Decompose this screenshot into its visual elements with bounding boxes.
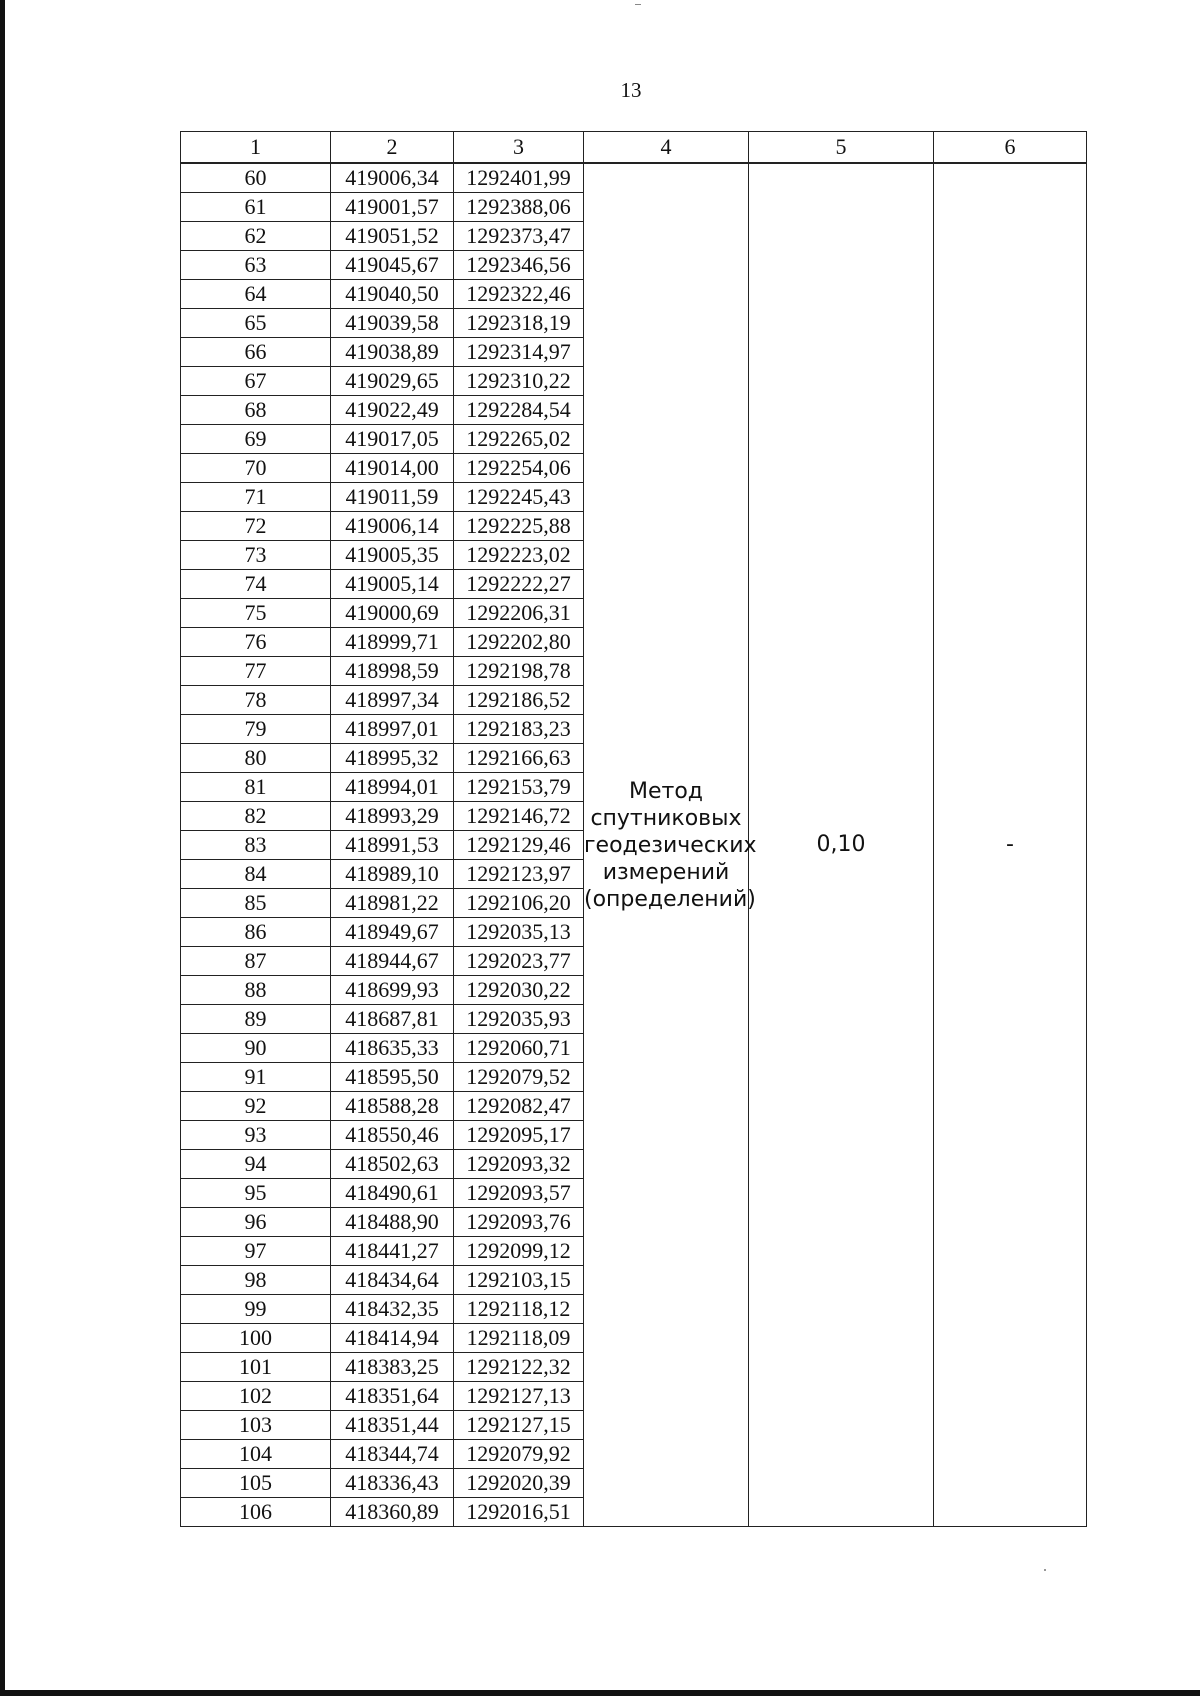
- coordinate-y: 1292401,99: [454, 163, 584, 193]
- coordinate-y: 1292127,13: [454, 1382, 584, 1411]
- point-number: 78: [181, 686, 331, 715]
- coordinate-x: 419011,59: [331, 483, 454, 512]
- header-col-5: 5: [749, 132, 934, 164]
- point-number: 82: [181, 802, 331, 831]
- accuracy-value: 0,10: [749, 163, 934, 1527]
- point-number: 70: [181, 454, 331, 483]
- point-number: 64: [181, 280, 331, 309]
- coordinate-x: 419017,05: [331, 425, 454, 454]
- coordinate-x: 418351,64: [331, 1382, 454, 1411]
- method-text-line: геодезических: [584, 832, 757, 858]
- point-number: 91: [181, 1063, 331, 1092]
- point-number: 79: [181, 715, 331, 744]
- coordinate-x: 418383,25: [331, 1353, 454, 1382]
- coordinate-y: 1292388,06: [454, 193, 584, 222]
- coordinate-y: 1292318,19: [454, 309, 584, 338]
- point-number: 93: [181, 1121, 331, 1150]
- point-number: 90: [181, 1034, 331, 1063]
- coordinate-x: 418595,50: [331, 1063, 454, 1092]
- point-number: 86: [181, 918, 331, 947]
- method-text-line: измерений: [602, 859, 730, 885]
- scan-border-left: [0, 0, 5, 1696]
- coordinate-x: 418550,46: [331, 1121, 454, 1150]
- page-number: 13: [620, 78, 642, 102]
- point-number: 61: [181, 193, 331, 222]
- point-number: 99: [181, 1295, 331, 1324]
- coordinate-x: 418588,28: [331, 1092, 454, 1121]
- scan-speck-top: [635, 4, 641, 5]
- coordinate-y: 1292129,46: [454, 831, 584, 860]
- point-number: 98: [181, 1266, 331, 1295]
- coordinate-y: 1292265,02: [454, 425, 584, 454]
- point-number: 63: [181, 251, 331, 280]
- header-col-6: 6: [934, 132, 1087, 164]
- point-number: 69: [181, 425, 331, 454]
- coordinates-table: [180, 131, 1087, 1527]
- point-number: 71: [181, 483, 331, 512]
- coordinate-x: 418434,64: [331, 1266, 454, 1295]
- coordinate-y: 1292223,02: [454, 541, 584, 570]
- coordinate-y: 1292103,15: [454, 1266, 584, 1295]
- coordinate-y: 1292222,27: [454, 570, 584, 599]
- coordinate-x: 418635,33: [331, 1034, 454, 1063]
- coordinate-y: 1292153,79: [454, 773, 584, 802]
- coordinate-y: 1292030,22: [454, 976, 584, 1005]
- method-cell: [584, 163, 757, 1527]
- coordinate-x: 418949,67: [331, 918, 454, 947]
- coordinate-x: 419005,35: [331, 541, 454, 570]
- coordinate-x: 418441,27: [331, 1237, 454, 1266]
- coordinate-x: 418344,74: [331, 1440, 454, 1469]
- point-number: 60: [181, 163, 331, 193]
- point-number: 104: [181, 1440, 331, 1469]
- point-number: 74: [181, 570, 331, 599]
- coordinate-x: 418995,32: [331, 744, 454, 773]
- coordinate-y: 1292166,63: [454, 744, 584, 773]
- coordinate-x: 418991,53: [331, 831, 454, 860]
- method-text-line: (определений): [584, 886, 756, 912]
- coordinate-x: 418488,90: [331, 1208, 454, 1237]
- coordinate-x: 419001,57: [331, 193, 454, 222]
- scan-border-bottom: [0, 1690, 1200, 1696]
- header-col-2: 2: [331, 132, 454, 164]
- method-text-line: Метод: [628, 778, 703, 804]
- point-number: 68: [181, 396, 331, 425]
- coordinate-x: 418997,34: [331, 686, 454, 715]
- coordinate-y: 1292020,39: [454, 1469, 584, 1498]
- coordinate-y: 1292225,88: [454, 512, 584, 541]
- coordinate-y: 1292206,31: [454, 599, 584, 628]
- coordinate-y: 1292346,56: [454, 251, 584, 280]
- coordinate-y: 1292183,23: [454, 715, 584, 744]
- coordinate-x: 418997,01: [331, 715, 454, 744]
- coordinate-x: 418336,43: [331, 1469, 454, 1498]
- point-number: 100: [181, 1324, 331, 1353]
- point-number: 92: [181, 1092, 331, 1121]
- coordinate-x: 419040,50: [331, 280, 454, 309]
- table-header-row: [181, 132, 1087, 164]
- point-number: 75: [181, 599, 331, 628]
- coordinate-y: 1292023,77: [454, 947, 584, 976]
- point-number: 101: [181, 1353, 331, 1382]
- point-number: 84: [181, 860, 331, 889]
- coordinate-y: 1292122,32: [454, 1353, 584, 1382]
- point-number: 97: [181, 1237, 331, 1266]
- point-number: 81: [181, 773, 331, 802]
- point-number: 95: [181, 1179, 331, 1208]
- header-col-4: 4: [584, 132, 749, 164]
- point-number: 94: [181, 1150, 331, 1179]
- coordinate-x: 418432,35: [331, 1295, 454, 1324]
- point-number: 88: [181, 976, 331, 1005]
- point-number: 62: [181, 222, 331, 251]
- coordinate-x: 418687,81: [331, 1005, 454, 1034]
- header-col-3: 3: [454, 132, 584, 164]
- coordinate-y: 1292310,22: [454, 367, 584, 396]
- coordinate-x: 419000,69: [331, 599, 454, 628]
- column-6-value: -: [934, 163, 1087, 1527]
- coordinate-y: 1292322,46: [454, 280, 584, 309]
- coordinate-y: 1292118,12: [454, 1295, 584, 1324]
- coordinate-y: 1292284,54: [454, 396, 584, 425]
- table-body: [181, 163, 1087, 1527]
- coordinate-x: 418989,10: [331, 860, 454, 889]
- coordinate-x: 418999,71: [331, 628, 454, 657]
- coordinate-x: 419006,14: [331, 512, 454, 541]
- point-number: 66: [181, 338, 331, 367]
- coordinate-y: 1292198,78: [454, 657, 584, 686]
- coordinate-y: 1292093,57: [454, 1179, 584, 1208]
- point-number: 76: [181, 628, 331, 657]
- coordinate-y: 1292035,13: [454, 918, 584, 947]
- coordinate-y: 1292127,15: [454, 1411, 584, 1440]
- coordinate-x: 418490,61: [331, 1179, 454, 1208]
- point-number: 65: [181, 309, 331, 338]
- coordinate-x: 418351,44: [331, 1411, 454, 1440]
- coordinate-x: 419006,34: [331, 163, 454, 193]
- coordinate-y: 1292254,06: [454, 454, 584, 483]
- point-number: 73: [181, 541, 331, 570]
- coordinate-x: 419039,58: [331, 309, 454, 338]
- scan-speck: [1044, 1569, 1046, 1571]
- coordinate-x: 418981,22: [331, 889, 454, 918]
- coordinate-x: 418998,59: [331, 657, 454, 686]
- coordinate-y: 1292245,43: [454, 483, 584, 512]
- point-number: 85: [181, 889, 331, 918]
- table-row: [181, 163, 1087, 193]
- coordinate-x: 418944,67: [331, 947, 454, 976]
- point-number: 103: [181, 1411, 331, 1440]
- point-number: 77: [181, 657, 331, 686]
- point-number: 89: [181, 1005, 331, 1034]
- coordinate-y: 1292093,32: [454, 1150, 584, 1179]
- coordinate-y: 1292106,20: [454, 889, 584, 918]
- point-number: 96: [181, 1208, 331, 1237]
- coordinate-x: 419038,89: [331, 338, 454, 367]
- point-number: 80: [181, 744, 331, 773]
- coordinate-y: 1292118,09: [454, 1324, 584, 1353]
- coordinate-y: 1292186,52: [454, 686, 584, 715]
- method-text-line: спутниковых: [590, 805, 742, 831]
- point-number: 83: [181, 831, 331, 860]
- coordinate-x: 418360,89: [331, 1498, 454, 1527]
- coordinate-x: 418994,01: [331, 773, 454, 802]
- point-number: 105: [181, 1469, 331, 1498]
- coordinate-x: 418993,29: [331, 802, 454, 831]
- coordinate-x: 419022,49: [331, 396, 454, 425]
- point-number: 87: [181, 947, 331, 976]
- header-col-1: 1: [181, 132, 331, 164]
- coordinate-x: 419014,00: [331, 454, 454, 483]
- coordinate-y: 1292060,71: [454, 1034, 584, 1063]
- coordinate-x: 419051,52: [331, 222, 454, 251]
- coordinate-y: 1292079,52: [454, 1063, 584, 1092]
- coordinate-x: 418699,93: [331, 976, 454, 1005]
- coordinate-y: 1292202,80: [454, 628, 584, 657]
- coordinate-y: 1292373,47: [454, 222, 584, 251]
- coordinate-y: 1292099,12: [454, 1237, 584, 1266]
- point-number: 106: [181, 1498, 331, 1527]
- point-number: 72: [181, 512, 331, 541]
- coordinate-y: 1292079,92: [454, 1440, 584, 1469]
- coordinate-y: 1292095,17: [454, 1121, 584, 1150]
- coordinate-y: 1292314,97: [454, 338, 584, 367]
- coordinate-y: 1292082,47: [454, 1092, 584, 1121]
- coordinate-x: 419045,67: [331, 251, 454, 280]
- coordinate-y: 1292146,72: [454, 802, 584, 831]
- coordinate-x: 419005,14: [331, 570, 454, 599]
- coordinate-x: 418502,63: [331, 1150, 454, 1179]
- coordinate-y: 1292093,76: [454, 1208, 584, 1237]
- coordinate-y: 1292016,51: [454, 1498, 584, 1527]
- coordinate-x: 418414,94: [331, 1324, 454, 1353]
- coordinate-y: 1292123,97: [454, 860, 584, 889]
- point-number: 102: [181, 1382, 331, 1411]
- point-number: 67: [181, 367, 331, 396]
- coordinate-y: 1292035,93: [454, 1005, 584, 1034]
- coordinate-x: 419029,65: [331, 367, 454, 396]
